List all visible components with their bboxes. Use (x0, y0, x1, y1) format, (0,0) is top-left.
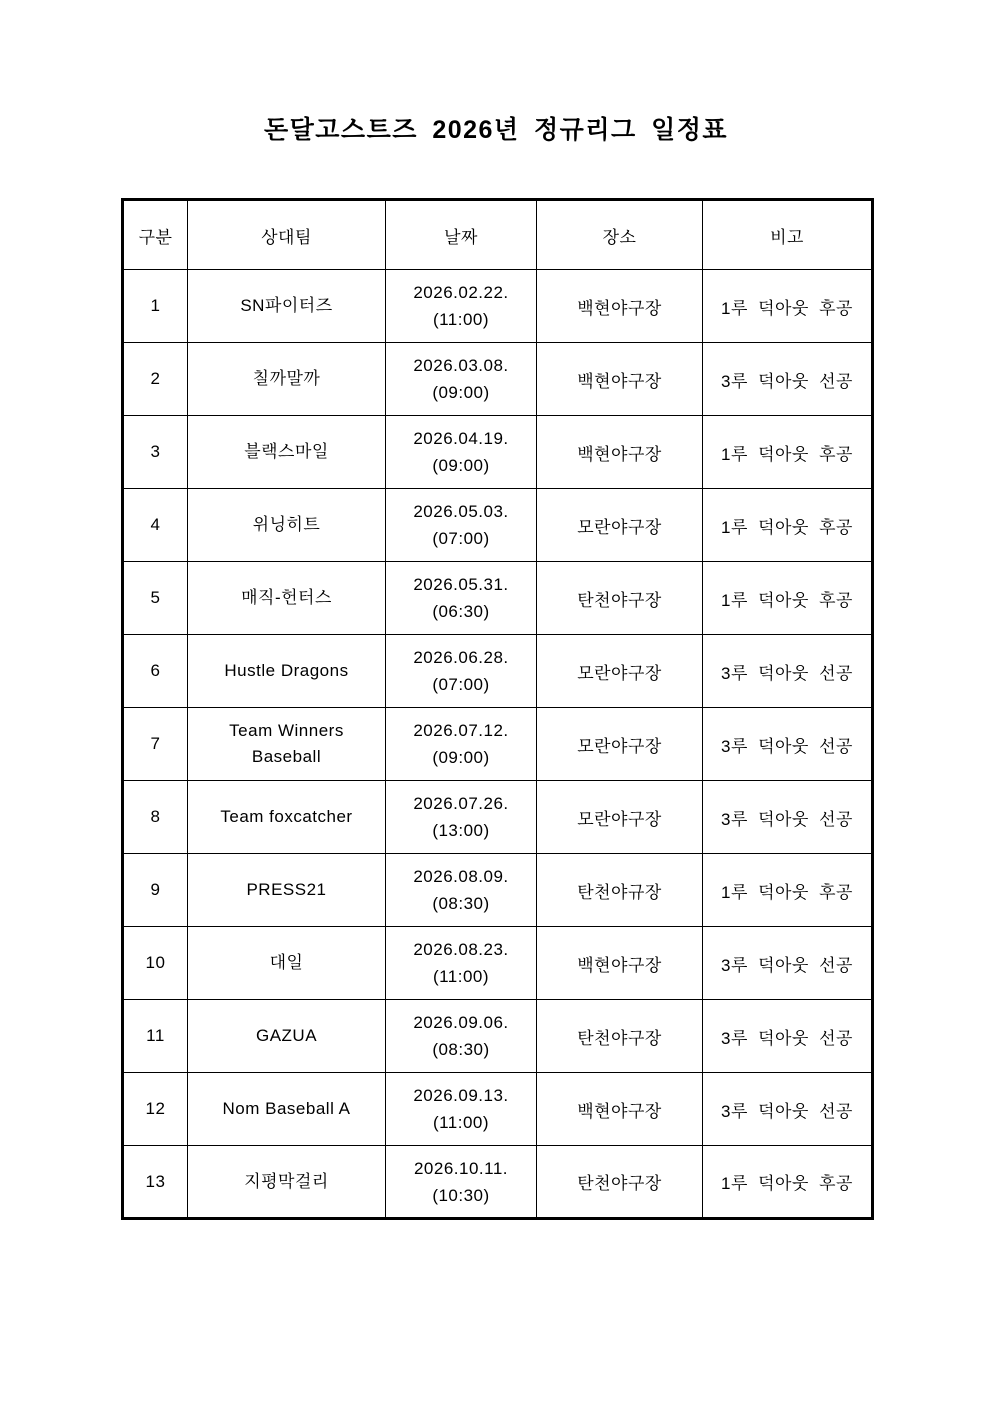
col-header-note: 비고 (703, 200, 873, 270)
note-cell: 3루 덕아웃 선공 (703, 708, 873, 781)
row-number: 9 (123, 854, 188, 927)
date-text: 2026.08.23. (413, 940, 509, 959)
venue-cell: 탄천야구장 (537, 1146, 703, 1219)
date-text: 2026.02.22. (413, 283, 509, 302)
date-text: 2026.08.09. (413, 867, 509, 886)
venue-cell: 탄천야구장 (537, 1000, 703, 1073)
time-text: (11:00) (432, 1113, 490, 1132)
opponent-cell: Team Winners Baseball (188, 708, 386, 781)
table-row (123, 854, 873, 927)
opponent-cell: GAZUA (188, 1000, 386, 1073)
table-row (123, 343, 873, 416)
time-text: (08:30) (432, 1040, 490, 1059)
date-cell (386, 1073, 537, 1146)
row-number: 6 (123, 635, 188, 708)
date-cell (386, 416, 537, 489)
time-text: (09:00) (432, 748, 490, 767)
time-text: (07:00) (432, 675, 490, 694)
note-cell: 3루 덕아웃 선공 (703, 343, 873, 416)
note-cell: 3루 덕아웃 선공 (703, 1073, 873, 1146)
date-text: 2026.05.03. (413, 502, 509, 521)
col-header-opponent: 상대팀 (188, 200, 386, 270)
venue-cell: 모란야구장 (537, 781, 703, 854)
page-title: 돈달고스트즈 2026년 정규리그 일정표 (263, 116, 729, 144)
table-row (123, 927, 873, 1000)
note-cell: 1루 덕아웃 후공 (703, 489, 873, 562)
row-number: 13 (123, 1146, 188, 1219)
table-row (123, 489, 873, 562)
row-number: 2 (123, 343, 188, 416)
venue-cell: 모란야구장 (537, 489, 703, 562)
table-row (123, 1000, 873, 1073)
date-text: 2026.03.08. (413, 356, 509, 375)
date-text: 2026.09.06. (413, 1013, 509, 1032)
opponent-cell: 블랙스마일 (188, 416, 386, 489)
table-row (123, 781, 873, 854)
opponent-cell: Nom Baseball A (188, 1073, 386, 1146)
table-row (123, 708, 873, 781)
date-cell (386, 781, 537, 854)
venue-cell: 백현야구장 (537, 1073, 703, 1146)
date-cell (386, 562, 537, 635)
table-row (123, 635, 873, 708)
schedule-table (121, 198, 874, 1220)
date-cell (386, 1000, 537, 1073)
venue-cell: 탄천야구장 (537, 562, 703, 635)
time-text: (08:30) (432, 894, 490, 913)
opponent-cell: Hustle Dragons (188, 635, 386, 708)
opponent-cell: 칠까말까 (188, 343, 386, 416)
time-text: (06:30) (432, 602, 490, 621)
table-row (123, 562, 873, 635)
date-cell (386, 927, 537, 1000)
time-text: (11:00) (432, 310, 490, 329)
col-header-no: 구분 (123, 200, 188, 270)
opponent-cell: 지평막걸리 (188, 1146, 386, 1219)
table-row (123, 1146, 873, 1219)
venue-cell: 모란야구장 (537, 635, 703, 708)
opponent-cell: 위닝히트 (188, 489, 386, 562)
date-cell (386, 270, 537, 343)
note-cell: 1루 덕아웃 후공 (703, 562, 873, 635)
venue-cell: 탄천야규장 (537, 854, 703, 927)
note-cell: 3루 덕아웃 선공 (703, 781, 873, 854)
date-text: 2026.07.26. (413, 794, 509, 813)
time-text: (09:00) (432, 383, 490, 402)
date-cell (386, 343, 537, 416)
row-number: 4 (123, 489, 188, 562)
opponent-cell: SN파이터즈 (188, 270, 386, 343)
row-number: 8 (123, 781, 188, 854)
venue-cell: 백현야구장 (537, 343, 703, 416)
row-number: 1 (123, 270, 188, 343)
note-cell: 1루 덕아웃 후공 (703, 1146, 873, 1219)
date-text: 2026.06.28. (413, 648, 509, 667)
col-header-venue: 장소 (537, 200, 703, 270)
table-row (123, 270, 873, 343)
header-row (123, 200, 873, 270)
date-text: 2026.10.11. (413, 1158, 509, 1178)
row-number: 11 (123, 1000, 188, 1073)
note-cell: 3루 덕아웃 선공 (703, 927, 873, 1000)
date-cell (386, 854, 537, 927)
venue-cell: 백현야구장 (537, 927, 703, 1000)
table-row (123, 1073, 873, 1146)
note-cell: 1루 덕아웃 후공 (703, 270, 873, 343)
date-cell (386, 1146, 537, 1219)
date-cell (386, 635, 537, 708)
time-text: (11:00) (432, 967, 490, 986)
opponent-cell: 대일 (188, 927, 386, 1000)
row-number: 12 (123, 1073, 188, 1146)
time-text: (09:00) (432, 456, 490, 475)
date-text: 2026.07.12. (413, 721, 509, 740)
venue-cell: 모란야구장 (537, 708, 703, 781)
note-cell: 1루 덕아웃 후공 (703, 854, 873, 927)
time-text: (10:30) (432, 1185, 490, 1205)
opponent-cell: 매직-헌터스 (188, 562, 386, 635)
date-cell (386, 489, 537, 562)
row-number: 10 (123, 927, 188, 1000)
row-number: 7 (123, 708, 188, 781)
venue-cell: 백현야구장 (537, 270, 703, 343)
date-cell (386, 708, 537, 781)
row-number: 5 (123, 562, 188, 635)
note-cell: 3루 덕아웃 선공 (703, 1000, 873, 1073)
venue-cell: 백현야구장 (537, 416, 703, 489)
note-cell: 1루 덕아웃 후공 (703, 416, 873, 489)
col-header-date: 날짜 (386, 200, 537, 270)
date-text: 2026.04.19. (413, 429, 509, 448)
opponent-cell: Team foxcatcher (188, 781, 386, 854)
time-text: (07:00) (432, 529, 490, 548)
note-cell: 3루 덕아웃 선공 (703, 635, 873, 708)
time-text: (13:00) (432, 821, 490, 840)
date-text: 2026.09.13. (413, 1086, 509, 1105)
opponent-cell: PRESS21 (188, 854, 386, 927)
table-row (123, 416, 873, 489)
row-number: 3 (123, 416, 188, 489)
date-text: 2026.05.31. (413, 575, 509, 594)
